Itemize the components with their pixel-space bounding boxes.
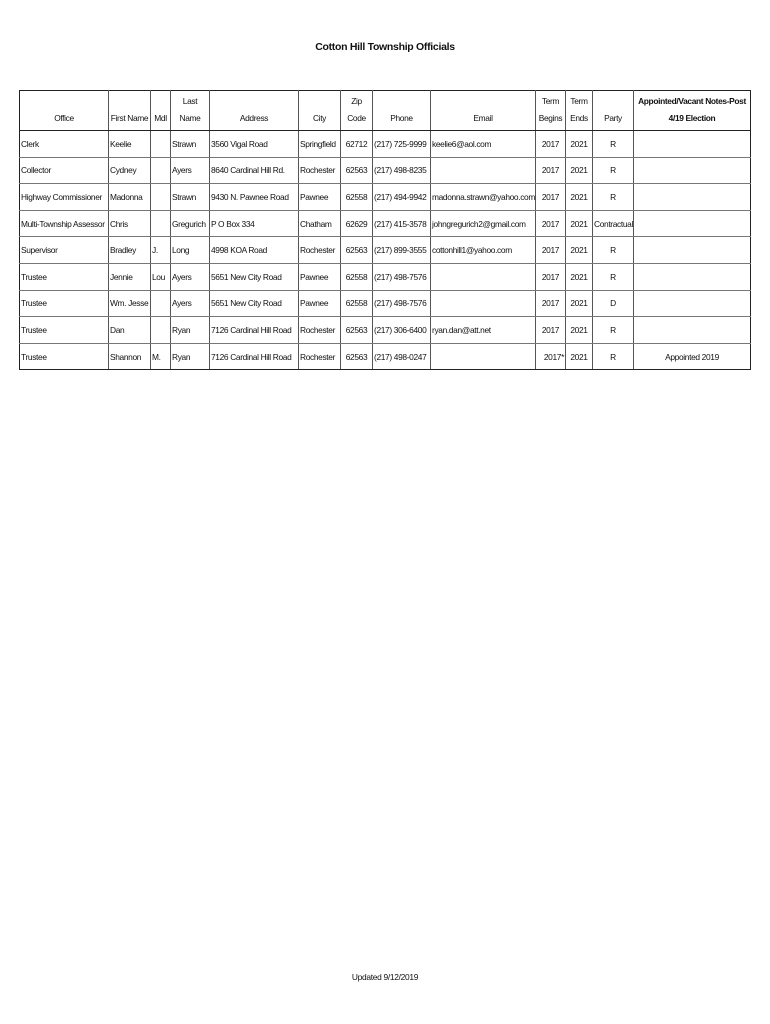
cell-first-name: Keelie (109, 131, 151, 158)
cell-last-name: Gregurich (171, 210, 210, 237)
cell-email: johngregurich2@gmail.com (431, 210, 536, 237)
cell-party: R (593, 131, 634, 158)
cell-city: Pawnee (299, 184, 341, 211)
cell-office: Clerk (20, 131, 109, 158)
col-term-ends-line2: Ends (570, 113, 588, 123)
cell-zip: 62712 (341, 131, 373, 158)
cell-office: Collector (20, 157, 109, 184)
cell-notes (634, 290, 751, 317)
cell-zip: 62563 (341, 317, 373, 344)
cell-term-begins: 2017 (536, 290, 566, 317)
col-party: Party (593, 91, 634, 131)
cell-term-ends: 2021 (566, 317, 593, 344)
cell-email (431, 343, 536, 370)
cell-city: Rochester (299, 343, 341, 370)
cell-last-name: Strawn (171, 131, 210, 158)
cell-zip: 62563 (341, 237, 373, 264)
cell-last-name: Ayers (171, 290, 210, 317)
table-row (20, 157, 751, 184)
updated-date: Updated 9/12/2019 (351, 972, 419, 982)
cell-city: Springfield (299, 131, 341, 158)
cell-email (431, 263, 536, 290)
cell-email: keelie6@aol.com (431, 131, 536, 158)
col-last-name: Last Name (171, 91, 210, 131)
cell-term-begins: 2017 (536, 210, 566, 237)
cell-email (431, 290, 536, 317)
cell-last-name: Strawn (171, 184, 210, 211)
cell-city: Rochester (299, 237, 341, 264)
col-notes (634, 91, 751, 131)
cell-party: R (593, 317, 634, 344)
cell-notes (634, 131, 751, 158)
cell-phone: (217) 494-9942 (373, 184, 431, 211)
col-city: City (299, 91, 341, 131)
cell-term-ends: 2021 (566, 210, 593, 237)
cell-term-ends: 2021 (566, 184, 593, 211)
col-first-name: First Name (109, 91, 151, 131)
cell-mdl: J. (151, 237, 171, 264)
cell-term-ends: 2021 (566, 263, 593, 290)
cell-party: R (593, 157, 634, 184)
table-row (20, 210, 751, 237)
cell-mdl (151, 210, 171, 237)
cell-office: Trustee (20, 343, 109, 370)
cell-address: 9430 N. Pawnee Road (210, 184, 299, 211)
cell-notes (634, 237, 751, 264)
cell-address: P O Box 334 (210, 210, 299, 237)
col-zip-line2: Code (347, 113, 366, 123)
cell-phone: (217) 899-3555 (373, 237, 431, 264)
cell-term-ends: 2021 (566, 157, 593, 184)
cell-notes (634, 184, 751, 211)
cell-last-name: Ayers (171, 157, 210, 184)
cell-notes (634, 317, 751, 344)
cell-term-begins: 2017 (536, 131, 566, 158)
cell-notes (634, 157, 751, 184)
cell-phone: (217) 498-7576 (373, 263, 431, 290)
cell-term-begins: 2017 (536, 317, 566, 344)
cell-notes (634, 210, 751, 237)
cell-first-name: Bradley (109, 237, 151, 264)
cell-term-begins: 2017* (536, 343, 566, 370)
table-row (20, 184, 751, 211)
cell-term-begins: 2017 (536, 184, 566, 211)
cell-phone: (217) 415-3578 (373, 210, 431, 237)
table-row (20, 263, 751, 290)
col-term-ends (566, 91, 593, 131)
cell-first-name: Shannon (109, 343, 151, 370)
cell-term-begins: 2017 (536, 263, 566, 290)
cell-zip: 62558 (341, 290, 373, 317)
cell-last-name: Ryan (171, 343, 210, 370)
header-row (20, 91, 751, 131)
cell-zip: 62629 (341, 210, 373, 237)
cell-party: D (593, 290, 634, 317)
col-address: Address (210, 91, 299, 131)
col-email: Email (431, 91, 536, 131)
cell-city: Chatham (299, 210, 341, 237)
table-row (20, 131, 751, 158)
cell-term-ends: 2021 (566, 343, 593, 370)
cell-last-name: Long (171, 237, 210, 264)
cell-term-ends: 2021 (566, 290, 593, 317)
cell-mdl (151, 131, 171, 158)
cell-term-begins: 2017 (536, 237, 566, 264)
cell-first-name: Chris (109, 210, 151, 237)
page-title: Cotton Hill Township Officials (315, 41, 455, 53)
cell-last-name: Ryan (171, 317, 210, 344)
cell-city: Pawnee (299, 290, 341, 317)
cell-term-ends: 2021 (566, 237, 593, 264)
cell-office: Trustee (20, 290, 109, 317)
col-zip-line1: Zip (351, 96, 362, 106)
cell-party: Contractual (593, 210, 634, 237)
col-term-begins (536, 91, 566, 131)
cell-email: madonna.strawn@yahoo.com (431, 184, 536, 211)
cell-phone: (217) 306-6400 (373, 317, 431, 344)
col-office: Office (20, 91, 109, 131)
col-term-begins-line1: Term (541, 96, 560, 106)
table-row (20, 317, 751, 344)
cell-first-name: Jennie (109, 263, 151, 290)
cell-phone: (217) 498-0247 (373, 343, 431, 370)
table-row (20, 237, 751, 264)
col-zip (341, 91, 373, 131)
cell-first-name: Madonna (109, 184, 151, 211)
cell-city: Rochester (299, 317, 341, 344)
table-row (20, 343, 751, 370)
cell-mdl: Lou (151, 263, 171, 290)
cell-address: 3560 Vigal Road (210, 131, 299, 158)
cell-office: Multi-Township Assessor (20, 210, 109, 237)
officials-table (19, 90, 751, 370)
cell-address: 5651 New City Road (210, 263, 299, 290)
cell-mdl (151, 184, 171, 211)
cell-address: 4998 KOA Road (210, 237, 299, 264)
col-phone: Phone (373, 91, 431, 131)
cell-term-ends: 2021 (566, 131, 593, 158)
cell-phone: (217) 725-9999 (373, 131, 431, 158)
cell-party: R (593, 237, 634, 264)
cell-office: Trustee (20, 263, 109, 290)
cell-first-name: Cydney (109, 157, 151, 184)
cell-zip: 62563 (341, 343, 373, 370)
cell-notes: Appointed 2019 (634, 343, 751, 370)
cell-mdl (151, 290, 171, 317)
cell-phone: (217) 498-7576 (373, 290, 431, 317)
cell-zip: 62558 (341, 263, 373, 290)
cell-term-begins: 2017 (536, 157, 566, 184)
cell-first-name: Wm. Jesse (109, 290, 151, 317)
cell-notes (634, 263, 751, 290)
cell-mdl (151, 157, 171, 184)
cell-first-name: Dan (109, 317, 151, 344)
col-term-begins-line2: Begins (538, 113, 563, 123)
table-row (20, 290, 751, 317)
cell-email: ryan.dan@att.net (431, 317, 536, 344)
cell-mdl (151, 317, 171, 344)
cell-party: R (593, 263, 634, 290)
cell-address: 7126 Cardinal Hill Road (210, 317, 299, 344)
cell-last-name: Ayers (171, 263, 210, 290)
cell-zip: 62563 (341, 157, 373, 184)
cell-party: R (593, 184, 634, 211)
col-notes-line1: Appointed/Vacant Notes-Post (638, 96, 746, 106)
cell-office: Trustee (20, 317, 109, 344)
cell-email: cottonhill1@yahoo.com (431, 237, 536, 264)
cell-email (431, 157, 536, 184)
cell-address: 5651 New City Road (210, 290, 299, 317)
cell-office: Supervisor (20, 237, 109, 264)
col-notes-line2: 4/19 Election (668, 113, 716, 123)
cell-address: 7126 Cardinal Hill Road (210, 343, 299, 370)
col-mdl: Mdl (151, 91, 171, 131)
cell-office: Highway Commissioner (20, 184, 109, 211)
cell-mdl: M. (151, 343, 171, 370)
cell-party: R (593, 343, 634, 370)
cell-address: 8640 Cardinal Hill Rd. (210, 157, 299, 184)
col-term-ends-line1: Term (570, 96, 588, 106)
cell-city: Pawnee (299, 263, 341, 290)
cell-city: Rochester (299, 157, 341, 184)
cell-zip: 62558 (341, 184, 373, 211)
cell-phone: (217) 498-8235 (373, 157, 431, 184)
